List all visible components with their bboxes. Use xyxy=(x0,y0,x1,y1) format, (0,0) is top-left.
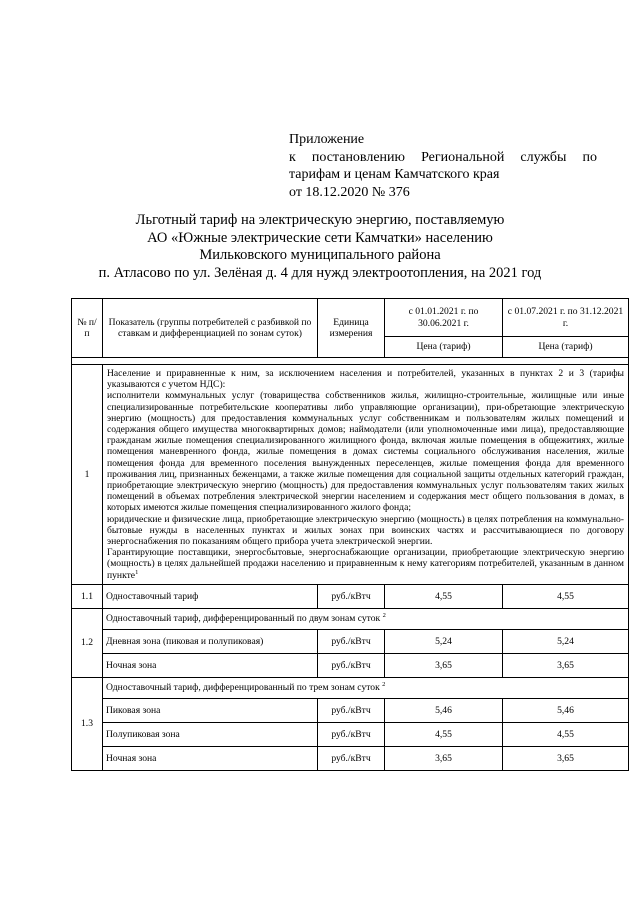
row-1-3-note: 2 xyxy=(382,681,386,689)
title-line-4: п. Атласово по ул. Зелёная д. 4 для нужд электроотопления, на 2021 год xyxy=(98,264,542,281)
zone-label: Пиковая зона xyxy=(103,698,318,722)
row-1-2-note: 2 xyxy=(382,612,386,620)
zone-value-2: 3,65 xyxy=(503,653,629,677)
zone-label: Дневная зона (пиковая и полупиковая) xyxy=(103,629,318,653)
header-price-2: Цена (тариф) xyxy=(503,337,629,358)
zone-value-1: 5,24 xyxy=(385,629,503,653)
row-1-1 xyxy=(72,584,629,608)
row-1-2-num: 1.2 xyxy=(72,608,103,677)
group-1-para-2: исполнители коммунальных услуг (товарищества собственников жилья, жилищно-строительные, жилищные или иные специализированные потребительские кооперативы либо управляющие организации), при-обретающие электрическую энергию (мощность) для предоставления коммунальных услуг собственникам и пользователям жилых помещений и содержания общего имущества многоквартирных домов; наймодатели (или уполномоченные ими лица), предоставляющие гражданам жилые помещения специализированного жилищного фонда, включая жилые помещения в общежитиях, жилые помещения маневренного фонда, жилые помещения в домах системы социального обслуживания населения, жилые помещения фонда для временного поселения вынужденных переселенцев, жилые помещения фонда для временного проживания лиц, признанных беженцами, а также жилые помещения для социальной защиты отдельных категорий граждан, приобретающие электрическую энергию (мощность) для предоставления коммунальных услуг пользователям таких жилых помещений в объемах потребления электрической энергии населением и содержания мест общего пользования в домах, в которых имеются жилые помещения специализированного жилого фонда; xyxy=(107,390,624,514)
group-1-para-3: юридические и физические лица, приобретающие электрическую энергию (мощность) в целях потребления на коммунально-бытовые нужды в населенных пунктах и жилых зонах при воинских частях и рассчитывающиеся по договору энергоснабжения по показаниям общего прибора учета электрической энергии. xyxy=(107,513,624,548)
header-row xyxy=(72,299,629,337)
group-1-description xyxy=(103,365,629,585)
header-indicator: Показатель (группы потребителей с разбивкой по ставкам и дифференциацией по зонам суток) xyxy=(103,299,318,358)
row-1-3-num: 1.3 xyxy=(72,677,103,770)
zone-value-1: 4,55 xyxy=(385,722,503,746)
zone-row xyxy=(72,653,629,677)
zone-value-2: 3,65 xyxy=(503,746,629,770)
zone-unit: руб./кВтч xyxy=(318,698,385,722)
zone-unit: руб./кВтч xyxy=(318,746,385,770)
zone-row xyxy=(72,629,629,653)
zone-value-1: 3,65 xyxy=(385,653,503,677)
row-1-3-label xyxy=(103,677,629,698)
group-1-num: 1 xyxy=(72,365,103,585)
row-1-1-unit: руб./кВтч xyxy=(318,584,385,608)
zone-unit: руб./кВтч xyxy=(318,629,385,653)
row-1-2-label-text: Одноставочный тариф, дифференцированный по двум зонам суток xyxy=(106,613,381,625)
appendix-date-line: от 18.12.2020 № 376 xyxy=(289,184,410,200)
zone-label: Ночная зона xyxy=(103,653,318,677)
tariff-table xyxy=(71,298,629,771)
header-unit: Единица измерения xyxy=(318,299,385,358)
group-1-para-1: Население и приравненные к ним, за исключением населения и потребителей, указанных в пунктах 2 и 3 (тарифы указываются с учетом НДС): xyxy=(107,368,624,391)
zone-value-1: 3,65 xyxy=(385,746,503,770)
zone-row xyxy=(72,722,629,746)
row-1-1-label: Одноставочный тариф xyxy=(103,584,318,608)
zone-label: Ночная зона xyxy=(103,746,318,770)
zone-unit: руб./кВтч xyxy=(318,722,385,746)
appendix-resolution-line: к постановлению Региональной службы по xyxy=(289,149,597,165)
appendix-block xyxy=(289,131,597,201)
header-period-2: с 01.07.2021 г. по 31.12.2021 г. xyxy=(503,299,629,337)
zone-value-2: 4,55 xyxy=(503,722,629,746)
footnote-marker: 1 xyxy=(135,568,139,576)
group-1-para-4 xyxy=(107,547,624,581)
row-1-3-label-text: Одноставочный тариф, дифференцированный по трем зонам суток xyxy=(106,682,380,694)
row-1-2 xyxy=(72,608,629,629)
row-1-1-value-2: 4,55 xyxy=(503,584,629,608)
group-1-para-4-text: Гарантирующие поставщики, энергосбытовые, энергоснабжающие организации, приобретающие электрическую энергию (мощность) в целях дальнейшей продажи населению и приравненным к нему категориям потребителей, указанным в данном пункте xyxy=(107,547,624,581)
group-1-row xyxy=(72,365,629,585)
zone-value-2: 5,24 xyxy=(503,629,629,653)
row-1-1-num: 1.1 xyxy=(72,584,103,608)
title-line-3: Мильковского муниципального района xyxy=(199,247,441,264)
zone-value-1: 5,46 xyxy=(385,698,503,722)
title-line-2: АО «Южные электрические сети Камчатки» населению xyxy=(147,229,493,246)
spacer-row xyxy=(72,358,629,365)
title-line-1: Льготный тариф на электрическую энергию, поставляемую xyxy=(135,212,505,228)
zone-row xyxy=(72,746,629,770)
header-period-1: с 01.01.2021 г. по 30.06.2021 г. xyxy=(385,299,503,337)
header-price-1: Цена (тариф) xyxy=(385,337,503,358)
zone-row xyxy=(72,698,629,722)
appendix-heading: Приложение xyxy=(289,132,365,147)
row-1-2-label xyxy=(103,608,629,629)
zone-unit: руб./кВтч xyxy=(318,653,385,677)
document-title xyxy=(0,212,640,282)
header-num: № п/п xyxy=(72,299,103,358)
row-1-3 xyxy=(72,677,629,698)
row-1-1-value-1: 4,55 xyxy=(385,584,503,608)
appendix-service-line: тарифам и ценам Камчатского края xyxy=(289,167,500,182)
zone-value-2: 5,46 xyxy=(503,698,629,722)
zone-label: Полупиковая зона xyxy=(103,722,318,746)
